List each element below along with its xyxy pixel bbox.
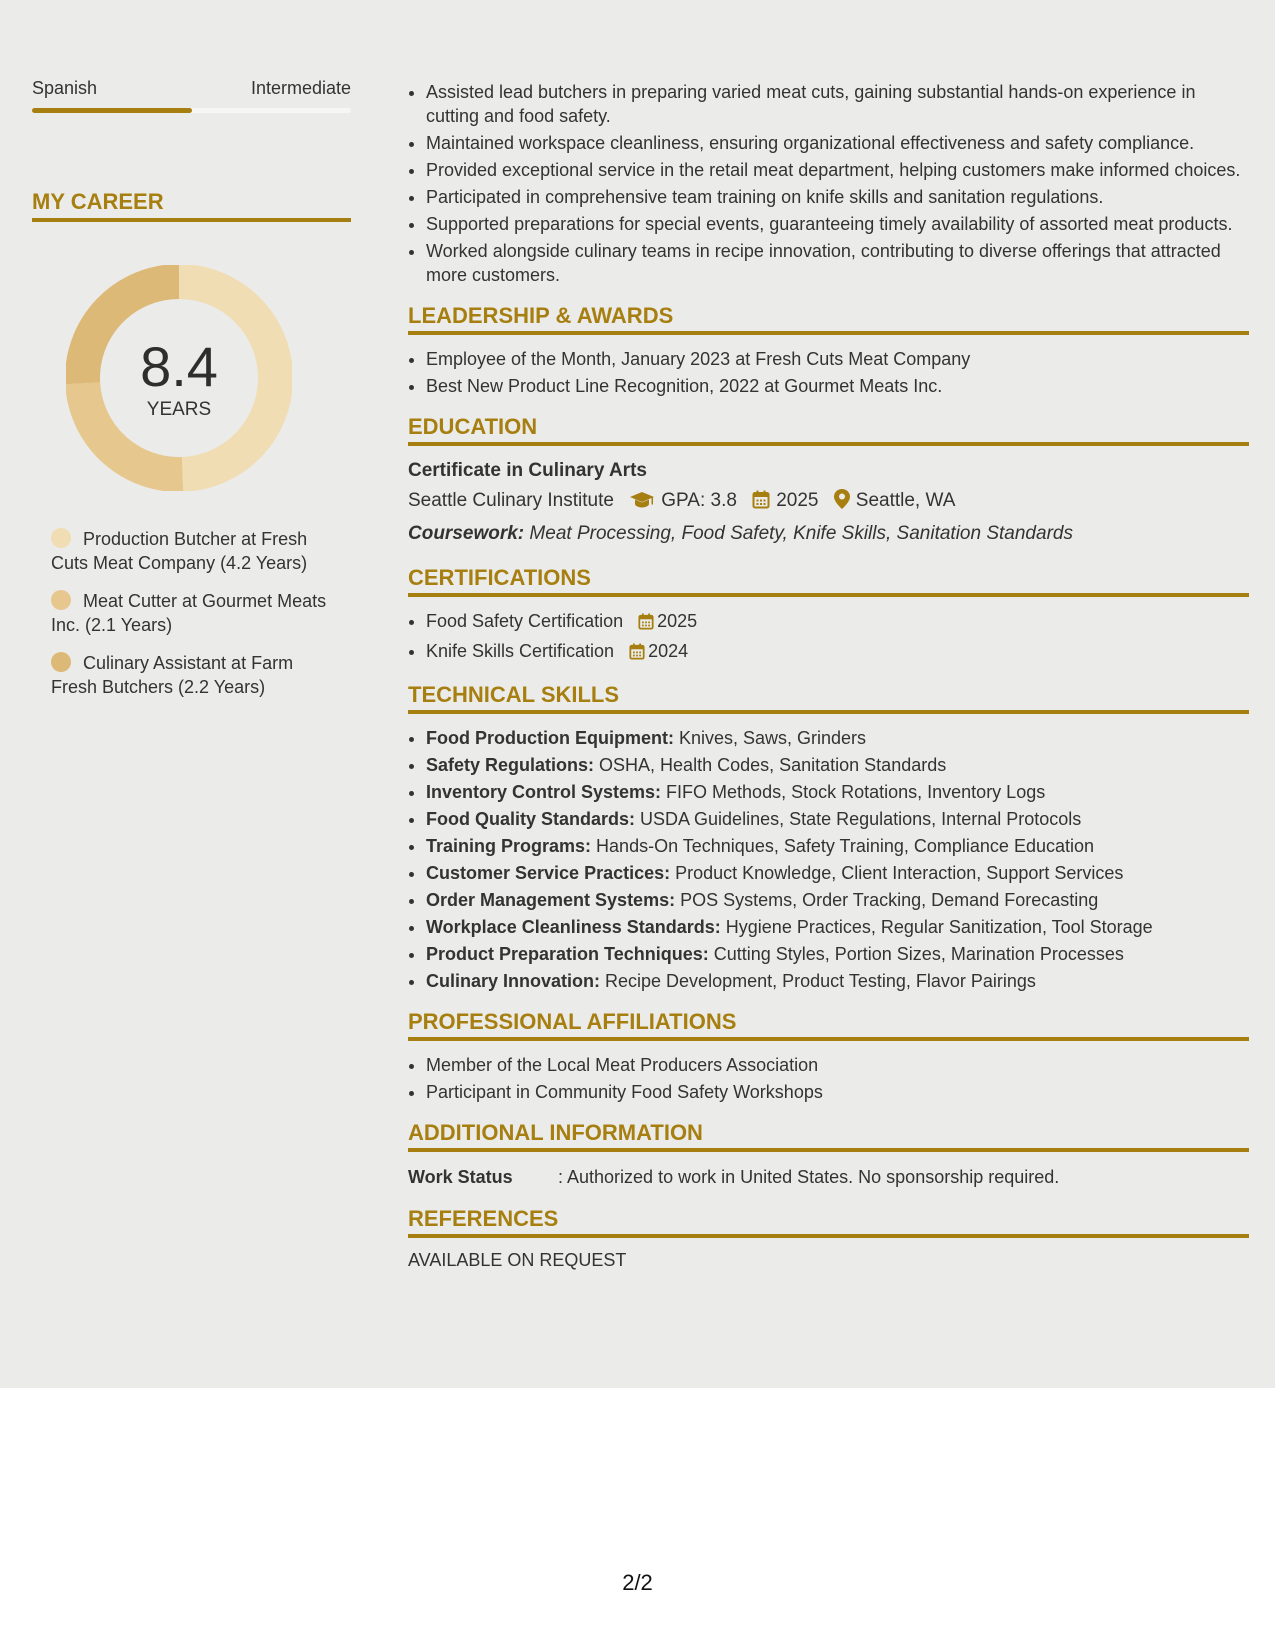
calendar-icon (638, 612, 654, 636)
main-content (408, 80, 1249, 1271)
list-item: • Maintained workspace cleanliness, ensuring organizational effectiveness and safety compliance. (426, 131, 1249, 155)
education-school: Seattle Culinary Institute (408, 490, 614, 511)
legend-label: Production Butcher at Fresh Cuts Meat Company (4.2 Years) (51, 529, 308, 573)
skill-label: Order Management Systems: (426, 890, 676, 910)
skill-value: OSHA, Health Codes, Sanitation Standards (594, 755, 947, 775)
list-item (426, 726, 1249, 750)
skill-label: Workplace Cleanliness Standards: (426, 917, 721, 937)
skill-value: Product Knowledge, Client Interaction, Support Services (670, 863, 1124, 883)
education-year: 2025 (776, 490, 819, 511)
certification-name: Food Safety Certification (426, 611, 624, 631)
skill-value: Recipe Development, Product Testing, Flavor Pairings (600, 971, 1036, 991)
skill-value: Hands-On Techniques, Safety Training, Compliance Education (591, 836, 1095, 856)
legend-dot-icon (51, 590, 71, 610)
certification-year: 2024 (648, 641, 689, 661)
education-location: Seattle, WA (855, 490, 956, 511)
list-item: • Provided exceptional service in the retail meat department, helping customers make informed choices. (426, 158, 1249, 182)
calendar-icon (629, 642, 645, 666)
list-item: • Best New Product Line Recognition, 2022 at Gourmet Meats Inc. (426, 374, 1249, 398)
list-item: • Participant in Community Food Safety Workshops (426, 1080, 1249, 1104)
leadership-title: LEADERSHIP & AWARDS (408, 303, 1249, 335)
skill-label: Culinary Innovation: (426, 971, 601, 991)
calendar-icon (752, 489, 770, 519)
work-status-label: Work Status (408, 1167, 513, 1187)
sidebar (32, 78, 351, 713)
skill-label: Food Quality Standards: (426, 809, 636, 829)
list-item (426, 639, 1249, 666)
legend-dot-icon (51, 652, 71, 672)
list-item: • Member of the Local Meat Producers Association (426, 1053, 1249, 1077)
language-proficiency-bar (32, 108, 351, 113)
list-item: • Participated in comprehensive team training on knife skills and sanitation regulations. (426, 185, 1249, 209)
career-donut-chart (66, 265, 292, 491)
career-years-unit: YEARS (146, 399, 212, 420)
technical-skills-list (408, 726, 1249, 993)
certifications-title: CERTIFICATIONS (408, 565, 1249, 597)
list-item (426, 861, 1249, 885)
list-item (426, 753, 1249, 777)
list-item (426, 969, 1249, 993)
language-row (32, 78, 351, 99)
skill-label: Training Programs: (426, 836, 592, 856)
skill-label: Inventory Control Systems: (426, 782, 662, 802)
list-item: • Worked alongside culinary teams in recipe innovation, contributing to diverse offerings that attracted more customers. (426, 239, 1249, 287)
list-item: • Supported preparations for special events, guaranteeing timely availability of assorted meat products. (426, 212, 1249, 236)
legend-label: Culinary Assistant at Farm Fresh Butchers (2.2 Years) (51, 653, 294, 697)
list-item (426, 780, 1249, 804)
skill-label: Product Preparation Techniques: (426, 944, 709, 964)
certification-name: Knife Skills Certification (426, 641, 615, 661)
legend-item (51, 527, 341, 575)
additional-info-title: ADDITIONAL INFORMATION (408, 1120, 1249, 1152)
language-level: Intermediate (250, 78, 351, 98)
skill-value: POS Systems, Order Tracking, Demand Forecasting (675, 890, 1099, 910)
career-total-years: 8.4 (140, 335, 218, 398)
donut-center (66, 265, 292, 491)
legend-item (51, 651, 341, 699)
skill-label: Safety Regulations: (426, 755, 595, 775)
list-item (426, 942, 1249, 966)
legend-dot-icon (51, 528, 71, 548)
list-item (426, 834, 1249, 858)
location-pin-icon (834, 489, 850, 519)
list-item: • Assisted lead butchers in preparing varied meat cuts, gaining substantial hands-on experience in cutting and food safety. (426, 80, 1249, 128)
skill-value: USDA Guidelines, State Regulations, Internal Protocols (635, 809, 1082, 829)
language-name: Spanish (32, 78, 98, 98)
education-degree: Certificate in Culinary Arts (408, 460, 647, 481)
skill-value: Hygiene Practices, Regular Sanitization, Tool Storage (720, 917, 1153, 937)
references-title: REFERENCES (408, 1206, 1249, 1238)
language-proficiency-fill (32, 108, 192, 113)
coursework-label: Coursework: (408, 523, 525, 544)
skill-label: Food Production Equipment: (426, 728, 674, 748)
list-item (426, 888, 1249, 912)
work-status-row (408, 1164, 1249, 1190)
list-item: • Employee of the Month, January 2023 at Fresh Cuts Meat Company (426, 347, 1249, 371)
education-details (408, 486, 1249, 519)
education-title: EDUCATION (408, 414, 1249, 446)
page-number: 2/2 (622, 1570, 653, 1595)
legend-item (51, 589, 341, 637)
references-text: AVAILABLE ON REQUEST (408, 1250, 627, 1270)
list-item (426, 915, 1249, 939)
graduation-cap-icon (629, 489, 655, 519)
education-coursework (408, 519, 1249, 549)
affiliations-list (408, 1053, 1249, 1104)
career-title: MY CAREER (32, 189, 351, 222)
legend-label: Meat Cutter at Gourmet Meats Inc. (2.1 Years) (51, 591, 327, 635)
skill-label: Customer Service Practices: (426, 863, 671, 883)
list-item (426, 807, 1249, 831)
coursework-value: Meat Processing, Food Safety, Knife Skills, Sanitation Standards (524, 523, 1073, 544)
work-status-value: : Authorized to work in United States. No sponsorship required. (558, 1167, 1060, 1187)
experience-bullets (408, 80, 1249, 287)
affiliations-title: PROFESSIONAL AFFILIATIONS (408, 1009, 1249, 1041)
career-legend (51, 527, 341, 699)
skill-value: Knives, Saws, Grinders (673, 728, 867, 748)
skill-value: Cutting Styles, Portion Sizes, Marination Processes (708, 944, 1124, 964)
skill-value: FIFO Methods, Stock Rotations, Inventory Logs (661, 782, 1046, 802)
certifications-list (408, 609, 1249, 666)
education-gpa: GPA: 3.8 (661, 490, 737, 511)
list-item (426, 609, 1249, 636)
leadership-list (408, 347, 1249, 398)
certification-year: 2025 (657, 611, 698, 631)
technical-skills-title: TECHNICAL SKILLS (408, 682, 1249, 714)
